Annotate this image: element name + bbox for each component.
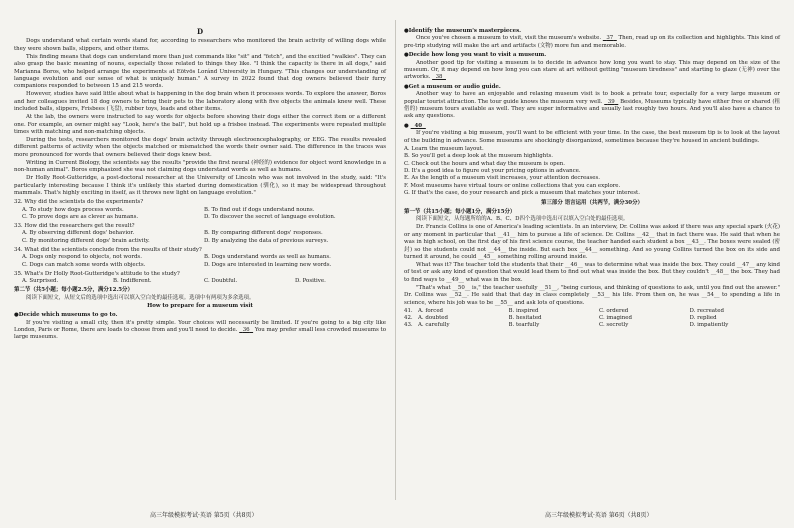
question-stem: 32. Why did the scientists do the experiments? [14, 199, 144, 206]
option: D. By analyzing the data of previous surveys. [204, 237, 329, 244]
option: B. To find out if dogs understand nouns. [204, 206, 315, 213]
option: A. forced [418, 307, 444, 314]
choice-item: A. Learn the museum layout. [404, 145, 484, 152]
blank-36: 36 [242, 326, 250, 333]
paragraph: If you're visiting a big museum, you'll want to be efficient with your time. In the case, the best museum tip is to look at the layout of the building in advance. Some museums are shockingly disorganized, sometimes because they're housed in ancient buildings. [404, 130, 780, 144]
page-footer-right: 高三年级模拟考试·英语 第6页（共8页） [545, 512, 653, 519]
option: A. Dogs only respond to objects, not words. [22, 254, 142, 261]
option: B. hesitated [508, 315, 542, 321]
paragraph-text: Once you've chosen a museum to visit, visit the museum's website. [416, 35, 602, 42]
option: A. carefully [418, 322, 450, 329]
blank-37: 37 [606, 35, 614, 42]
option: A. To study how dogs process words. [22, 206, 124, 213]
option: C. To prove dogs are as clever as humans. [22, 213, 139, 220]
question-33 [14, 223, 386, 245]
paragraph-text: Besides, Museums typically have either free or shared (租借的) museum tours available as well. They are super informative and usually last roughly two hours. And you'll also have a chance to ask any questions. [404, 98, 780, 120]
paragraph: Dr Holly Root-Gutteridge, a post-doctoral researcher at the University of Lincoln who was not involved in the study, said: "It's particularly interesting because I think it's unlikely this started during domestication (驯化), so it may be widespread throughout mammals. That's highly exciting in itself, as it throws new light on language evolution." [14, 175, 386, 197]
paragraph-text: Another way to have an enjoyable and relaxing museum visit is to book a private tour, especially for a very large museum or popular tourist attraction. The tour guide knows the museum very well. [404, 91, 780, 105]
cloze-question-41 [404, 308, 780, 315]
paragraph [14, 320, 386, 342]
paragraph: Writing in Current Biology, the scientists say the results "provide the first neural (神经的) evidence for object word knowledge in a non-human animal". Boros emphasized she was not claiming dogs understand words as well as humans. [14, 159, 386, 174]
choice-item: B. So you'll get a deep look at the museum highlights. [404, 153, 553, 160]
paragraph [404, 60, 780, 82]
bullet-heading: ●Get a museum or audio guide. [404, 83, 501, 90]
option: D. To discover the secret of language evolution. [204, 213, 336, 220]
question-32 [14, 199, 386, 221]
option: D. impatiently [689, 322, 729, 329]
cloze-question-42 [404, 315, 780, 322]
cloze-paragraph: Dr. Francis Collins is one of America's leading scientists. In an interview, Dr. Collins was asked if there was any special spark (火花) or any moment in particular that __41__ him to pursue a life of science. Dr. Collins __42__ that in fact there was. He said that when he was in high school, on the first day of his first science course, the teacher handed each student a box __43__. The boxes were sealed (密封) so the students could not __44__ the inside. But each box __44__ something. And so young Collins turned the box on its side and turned it around, he could __45__ something rolling around inside. [404, 224, 780, 260]
bullet-heading: ● 40 [404, 123, 780, 130]
paragraph [404, 91, 780, 121]
option: D. replied [689, 315, 717, 321]
choice-item: G. If that's the case, do your research and pick a museum that matches your interest. [404, 190, 640, 197]
option: A. Surprised. [22, 277, 59, 284]
choice-item: C. Check out the hours and what day the museum is open. [404, 160, 566, 167]
paragraph-text: Then, read up on its collection and highlights. This kind of pre-trip studying will make the art and artifacts (文物) more fun and memorable. [404, 35, 781, 49]
choice-item: D. It's a good idea to figure out your pricing options in advance. [404, 167, 581, 174]
passage-letter: D [196, 27, 204, 36]
option: C. imagined [599, 315, 632, 321]
question-stem: 33. How did the researchers get the result? [14, 222, 135, 229]
choice-item: F. Most museums have virtual tours or online collections that you can explore. [404, 182, 621, 189]
part-title: 第三部分 语言运用（共两节，满分30分） [541, 199, 643, 206]
option: C. secretly [599, 322, 629, 329]
column-divider [395, 20, 396, 500]
option: A. By observing different dogs' behavior. [22, 230, 135, 237]
paragraph: However, studies have said little about what is happening in the dog brain when it processes words. To explore the answer, Boros and her colleagues invited 18 dog owners to bring their pets to the laboratory along with five objects the animals knew well. These included balls, slippers, Frisbees (飞盘), rubber toys, leads and other items. [14, 91, 386, 113]
paragraph: During the tests, researchers monitored the dogs' brain activity through electroencephalography, or EEG. The results revealed different patterns of activity when the objects matched or mismatched the words their owner said. The difference in the traces was more pronounced for words that owners believed their dogs knew best. [14, 137, 386, 158]
section-title: 第二节（共5小题；每小题2.5分，满分12.5分） [14, 287, 133, 294]
paragraph-text: Another good tip for visiting a museum is to decide in advance how long you want to stay. This may depend on the size of the museum. Or, it may depend on how long you can stare at art without getting "museum tiredness" and starting to glaze (无神) over the artworks. [404, 59, 780, 81]
choice-item: E. As the length of a museum visit increases, your attention decreases. [404, 175, 601, 182]
section-instructions: 阅读下面短文，从每题所给的A、B、C、D四个选项中选出可以填入空白处的最佳选项。 [416, 216, 629, 223]
option: C. Dogs can match some words with objects. [22, 261, 146, 268]
question-number: 43. [404, 322, 413, 329]
blank-38: 38 [435, 74, 443, 81]
section-instructions: 阅读下面短文，从短文后的选项中选出可以填入空白处的最佳选项。选项中有两项为多余选项。 [26, 294, 255, 301]
option: B. Indifferent. [113, 277, 152, 284]
option: A. doubted [418, 315, 449, 321]
option: C. ordered [599, 307, 629, 314]
cloze-paragraph: "That's what __50__ is," the teacher usefully __51__, "being curious, and thinking of questions to ask, until you find out the answer." Dr. Collins was __52__. He said that that day in class completely __53__ his life. From then on, he was __54__ to spending a life in science, where his job was to be __55__ and ask lots of questions. [404, 284, 780, 306]
question-stem: 35. What's Dr Holly Root-Gutteridge's attitude to the study? [14, 270, 180, 277]
question-34 [14, 247, 386, 269]
left-column [14, 28, 386, 342]
bullet-heading: ●Identify the museum's masterpieces. [404, 28, 522, 34]
section-title: 第一节（共15小题；每小题1分，满分15分） [404, 208, 516, 215]
choice-list [404, 146, 780, 198]
option: D. recreated [689, 307, 724, 314]
blank-39: 39 [607, 98, 615, 105]
page-footer-left: 高三年级模拟考试·英语 第5页（共8页） [150, 512, 258, 519]
paragraph: This finding means that dogs can understand more than just commands like "sit" and "fetch", and the excitied "walkies". They can also grasp the basic meaning of nouns, especially those related to things they like. "I think the capacity is there in all dogs," said Marianna Boros, who helped arrange the experiments at Eötvös Loránd University in Hungary. "This changes our understanding of language evolution and our sense of what is uniquely human." A survey in 2022 found that dog owners believed their furry companions responded to between 15 and 215 words. [14, 53, 386, 90]
option: B. tearfully [508, 322, 540, 329]
option: D. Dogs are interested in learning new words. [204, 261, 332, 268]
cloze-question-43 [404, 322, 780, 329]
option: B. By comparing different dogs' responses. [204, 230, 323, 237]
blank-40: 40 [414, 122, 423, 129]
right-column [404, 28, 780, 330]
paragraph-text: You may prefer small less crowded museums to large museums. [14, 326, 386, 341]
option: B. inspired [508, 307, 539, 314]
paragraph: Dogs understand what certain words stand for, according to researchers who monitored the brain activity of willing dogs while they were shown balls, slippers, and other items. [14, 38, 386, 52]
question-stem: 34. What did the scientists conclude from the results of their study? [14, 246, 202, 253]
bullet-heading: ●Decide which museums to go to. [14, 312, 118, 319]
paragraph-text: If you're visiting a small city, then it's pretty simple. Your choices will necessarily be limited. If you're going to a big city like London, Paris or Rome, there are loads to choose from and you'll need to decide. [14, 319, 386, 333]
paragraph [404, 35, 780, 50]
question-number: 42. [404, 315, 413, 321]
option: B. Dogs understand words as well as humans. [204, 254, 331, 261]
article-title: How to prepare for a museum visit [147, 302, 253, 309]
paragraph: At the lab, the owners were instructed to say words for objects before showing their dogs either the correct item or a different one. For example, an owner might say "Look, here's the ball", but hold up a frisbee instead. The experiments were repeated multiple times with matching and non-matching objects. [14, 114, 386, 136]
question-35 [14, 271, 386, 286]
bullet-heading: ●Decide how long you want to visit a museum. [404, 52, 547, 59]
option: C. By monitoring different dogs' brain activity. [22, 237, 150, 244]
cloze-paragraph: What was it? The teacher told the students that their __46__ was to determine what was inside the box. They could __47__ any kind of test or ask any kind of question that would lead them to find out what was inside the box. But they couldn't __48__ the box. They had to find ways to __49__ what was in the box. [404, 261, 780, 283]
option: C. Doubtful. [204, 277, 238, 284]
question-number: 41. [404, 307, 413, 314]
option: D. Positive. [295, 277, 326, 284]
